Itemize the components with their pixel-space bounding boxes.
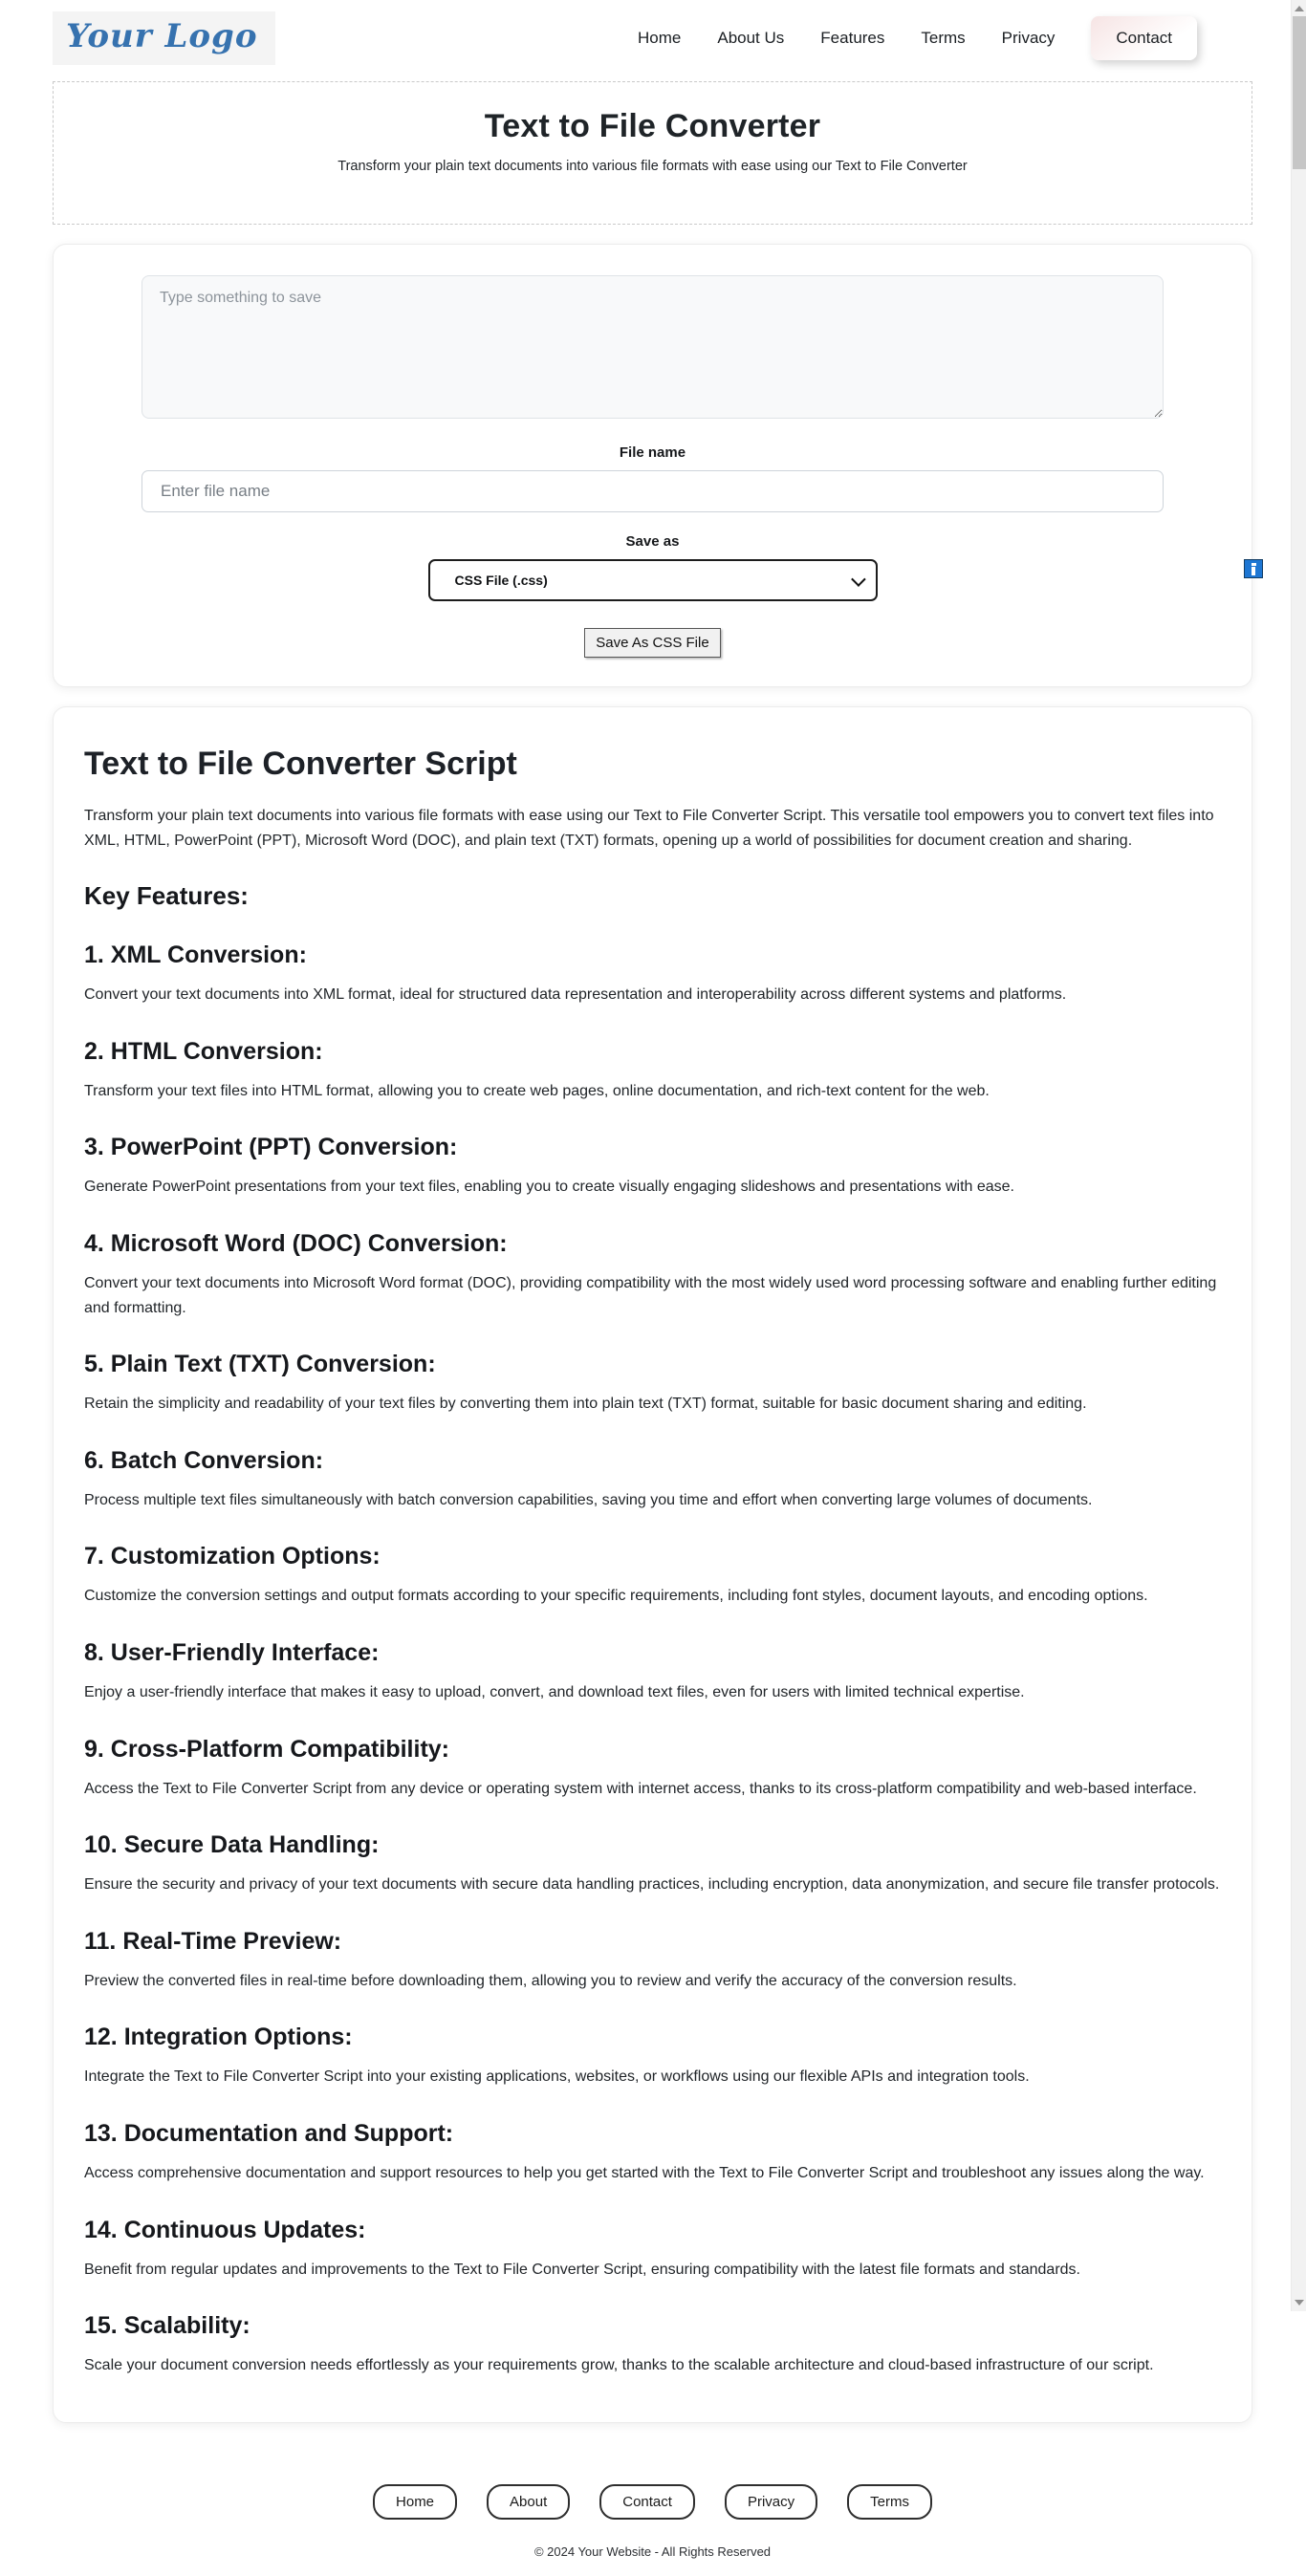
feature-item: [84, 1831, 1221, 1897]
scroll-up-arrow-icon[interactable]: [1295, 6, 1304, 11]
feature-item: [84, 2120, 1221, 2186]
feature-text: Convert your text documents into Microsoft Word format (DOC), providing compatibility with the most widely used word processing software and enabling further editing and formatting.: [84, 1274, 1217, 1316]
feature-text: Generate PowerPoint presentations from your text files, enabling you to create visually engaging slideshows and presentations with ease.: [84, 1179, 1014, 1196]
hero-section: [53, 81, 1252, 225]
feature-item: [84, 1928, 1221, 1994]
nav-item-terms[interactable]: Terms: [921, 29, 966, 47]
features-heading: Key Features:: [84, 881, 249, 911]
feature-heading: 14. Continuous Updates:: [84, 2216, 366, 2243]
feature-heading: 7. Customization Options:: [84, 1543, 381, 1570]
logo-text: Your Logo: [66, 17, 258, 55]
format-select-row: [141, 559, 1164, 601]
feature-item: [84, 2312, 1221, 2378]
feature-heading: 11. Real-Time Preview:: [84, 1927, 342, 1955]
page-content: [53, 0, 1252, 2576]
feature-item: [84, 1447, 1221, 1513]
site-footer: [53, 2484, 1252, 2576]
feature-heading: 12. Integration Options:: [84, 2024, 353, 2051]
save-button-row: [141, 628, 1164, 658]
feature-text: Ensure the security and privacy of your text documents with secure data handling practices, including encryption, data anonymization, and secure file transfer protocols.: [84, 1876, 1220, 1894]
feature-heading: 3. PowerPoint (PPT) Conversion:: [84, 1134, 458, 1161]
page-subtitle: Transform your plain text documents into various file formats with ease using our Text to File Converter: [337, 159, 968, 174]
footer-link-contact[interactable]: Contact: [599, 2484, 695, 2520]
feature-item: [84, 2217, 1221, 2283]
feature-heading: 4. Microsoft Word (DOC) Conversion:: [84, 1229, 508, 1257]
feature-text: Scale your document conversion needs effortlessly as your requirements grow, thanks to the scalable architecture and cloud-based infrastructure of our script.: [84, 2357, 1154, 2374]
nav-item-home[interactable]: Home: [638, 29, 682, 47]
file-name-input[interactable]: [141, 470, 1164, 512]
copyright-text: © 2024 Your Website - All Rights Reserved: [533, 2544, 772, 2559]
file-name-label: File name: [619, 444, 686, 461]
article-title: Text to File Converter Script: [84, 746, 517, 782]
feature-text: Integrate the Text to File Converter Script into your existing applications, websites, or workflows using our flexible APIs and integration tools.: [84, 2068, 1030, 2086]
feature-text: Process multiple text files simultaneously with batch conversion capabilities, saving you time and effort when converting large volumes of documents.: [84, 1491, 1093, 1508]
footer-link-home[interactable]: Home: [373, 2484, 457, 2520]
scrollbar-thumb[interactable]: [1293, 16, 1306, 169]
feature-item: [84, 942, 1221, 1007]
text-cursor-indicator-icon: [1244, 559, 1263, 578]
feature-heading: 10. Secure Data Handling:: [84, 1831, 380, 1859]
feature-heading: 6. Batch Conversion:: [84, 1446, 324, 1474]
indicator-bar: [1252, 567, 1255, 575]
feature-text: Preview the converted files in real-time before downloading them, allowing you to review and verify the accuracy of the conversion results.: [84, 1972, 1017, 1989]
article-card: [53, 706, 1252, 2423]
feature-text: Access the Text to File Converter Script from any device or operating system with internet access, thanks to its cross-platform compatibility and web-based interface.: [84, 1780, 1197, 1797]
save-as-file-button[interactable]: Save As CSS File: [584, 628, 720, 658]
feature-heading: 8. User-Friendly Interface:: [84, 1638, 380, 1666]
site-logo[interactable]: [53, 11, 275, 65]
feature-text: Benefit from regular updates and improvements to the Text to File Converter Script, ensuring compatibility with the latest file formats and standards.: [84, 2261, 1080, 2278]
feature-heading: 13. Documentation and Support:: [84, 2119, 454, 2147]
page-title: Text to File Converter: [484, 108, 821, 144]
main-nav: [638, 16, 1249, 60]
feature-item: [84, 1736, 1221, 1802]
feature-text: Transform your text files into HTML format, allowing you to create web pages, online documentation, and rich-text content for the web.: [84, 1082, 990, 1099]
article-intro: Transform your plain text documents into various file formats with ease using our Text to File Converter Script. This versatile tool empowers you to convert text files into XML, HTML, PowerPoint (PPT), Microsoft Word (DOC), and plain text (TXT) formats, opening up a world of possibilities for document creation and sharing.: [84, 808, 1214, 849]
feature-text: Enjoy a user-friendly interface that makes it easy to upload, convert, and download text files, even for users with limited technical expertise.: [84, 1683, 1025, 1700]
nav-item-privacy[interactable]: Privacy: [1001, 29, 1056, 47]
footer-links: [53, 2484, 1252, 2520]
scroll-down-arrow-icon[interactable]: [1295, 2300, 1304, 2305]
format-select-wrap: [428, 559, 878, 601]
feature-item: [84, 2024, 1221, 2089]
nav-item-about-us[interactable]: About Us: [717, 29, 785, 47]
feature-item: [84, 1134, 1221, 1200]
footer-link-terms[interactable]: Terms: [847, 2484, 932, 2520]
text-to-save-textarea[interactable]: [141, 275, 1164, 419]
feature-text: Customize the conversion settings and output formats according to your specific requirements, including font styles, document layouts, and encoding options.: [84, 1588, 1148, 1605]
feature-item: [84, 1230, 1221, 1320]
feature-item: [84, 1351, 1221, 1417]
feature-text: Retain the simplicity and readability of your text files by converting them into plain text (TXT) format, suitable for basic document sharing and editing.: [84, 1396, 1087, 1413]
feature-item: [84, 1543, 1221, 1609]
save-as-label: Save as: [625, 533, 680, 550]
nav-item-features[interactable]: Features: [820, 29, 885, 47]
feature-heading: 2. HTML Conversion:: [84, 1037, 323, 1065]
feature-heading: 5. Plain Text (TXT) Conversion:: [84, 1351, 436, 1378]
feature-heading: 1. XML Conversion:: [84, 942, 307, 969]
text-input-wrap: [141, 275, 1164, 423]
feature-item: [84, 1639, 1221, 1705]
converter-form-card: [53, 244, 1252, 687]
feature-text: Access comprehensive documentation and support resources to help you get started with the Text to File Converter Script and troubleshoot any issues along the way.: [84, 2164, 1205, 2181]
site-header: [53, 0, 1252, 76]
indicator-dot: [1252, 563, 1256, 566]
feature-item: [84, 1038, 1221, 1104]
feature-text: Convert your text documents into XML format, ideal for structured data representation and interoperability across different systems and platforms.: [84, 986, 1067, 1004]
nav-item-contact[interactable]: Contact: [1091, 16, 1197, 60]
vertical-scrollbar[interactable]: [1291, 0, 1306, 2311]
format-select[interactable]: [428, 559, 878, 601]
footer-link-privacy[interactable]: Privacy: [725, 2484, 817, 2520]
feature-heading: 15. Scalability:: [84, 2312, 250, 2340]
feature-heading: 9. Cross-Platform Compatibility:: [84, 1735, 449, 1763]
footer-link-about[interactable]: About: [487, 2484, 570, 2520]
